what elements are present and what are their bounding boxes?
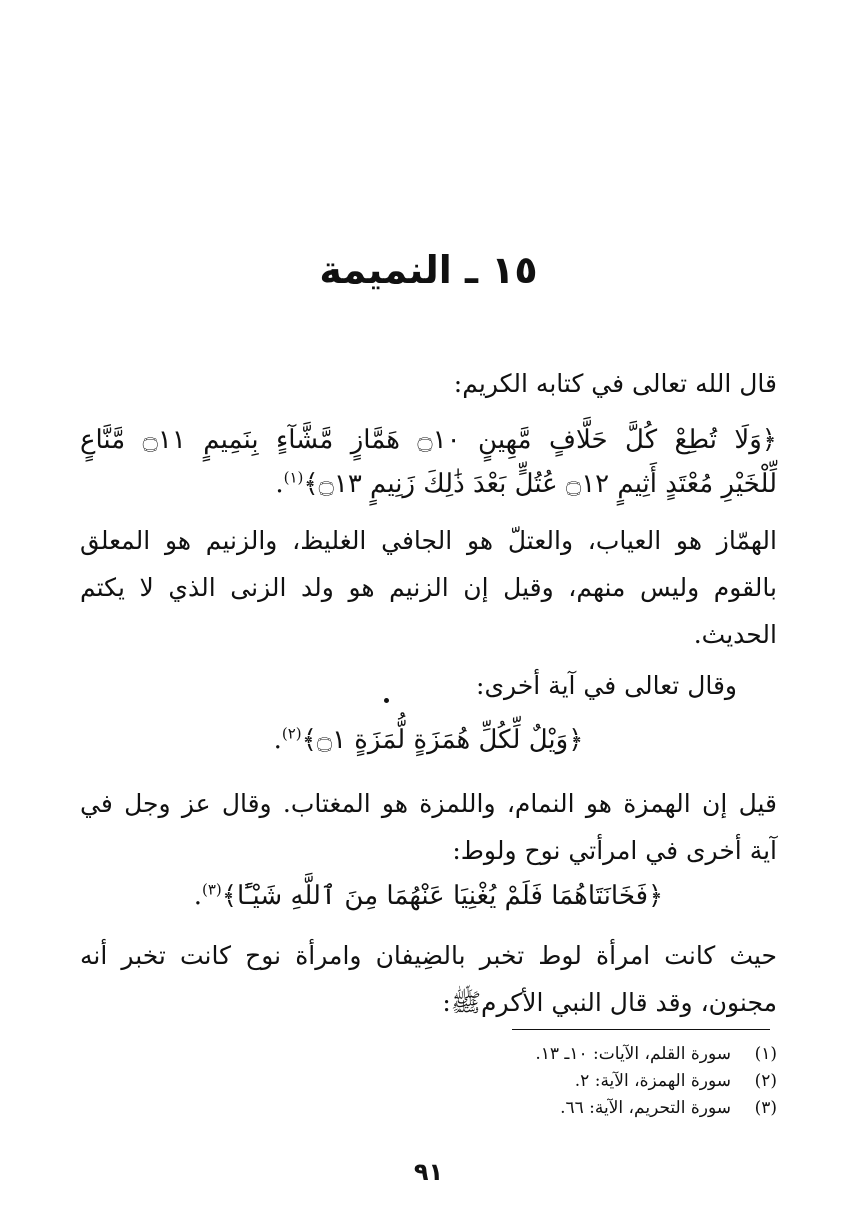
footnote-ref-2: (٢) — [281, 724, 302, 743]
footnote-ref-1: (١) — [283, 468, 304, 487]
footnote-text: سورة التحريم، الآية: ٦٦. — [560, 1098, 731, 1118]
footnote-item — [380, 1068, 777, 1095]
verse2-line — [80, 718, 777, 762]
footnote-item — [380, 1095, 777, 1122]
footnote-item — [380, 1041, 777, 1068]
quran-verse-2 — [80, 718, 777, 762]
para2-line2: آية أخرى في امرأتي نوح ولوط: — [452, 836, 777, 865]
footnote-text: سورة القلم، الآيات: ١٠ـ ١٣. — [535, 1044, 731, 1064]
paragraph-1 — [80, 517, 777, 658]
verse3-text: ﴿فَخَانَتَاهُمَا فَلَمْ يُغْنِيَا عَنْهُمَا مِنَ ٱللَّهِ شَيْـًٔا﴾ — [221, 881, 664, 911]
verse3-line — [80, 874, 777, 918]
para3-line2: مجنون، وقد قال النبي الأكرمﷺ: — [442, 988, 777, 1017]
page-number: ٩١ — [413, 1158, 444, 1186]
verse2-text: ﴿وَيْلٌ لِّكُلِّ هُمَزَةٍ لُّمَزَةٍ ۝١﴾ — [301, 725, 584, 755]
chapter-title: ١٥ ـ النميمة — [319, 248, 538, 292]
verse1-line2 — [80, 462, 777, 506]
verse1-line2-text: لِّلْخَيْرِ مُعْتَدٍ أَثِيمٍ ۝١٢ عُتُلٍّ بَعْدَ ذَٰلِكَ زَنِيمٍ ۝١٣﴾ — [303, 469, 777, 499]
quran-verse-1 — [80, 418, 777, 506]
paragraph-3 — [80, 932, 777, 1026]
para3-line1: حيث كانت امرأة لوط تخبر بالضِيفان وامرأة نوح كانت تخبر أنه — [80, 941, 777, 970]
intro-line — [80, 360, 777, 407]
footnotes — [380, 1041, 777, 1122]
footnote-number: (١) — [754, 1044, 777, 1064]
stray-dot — [384, 698, 389, 703]
verse1-end: . — [275, 469, 284, 499]
footnote-number: (٣) — [754, 1098, 777, 1118]
intro2-line — [80, 662, 777, 709]
para1-line2: بالقوم وليس منهم، وقيل إن الزنيم هو ولد الزنى الذي لا يكتم — [80, 573, 777, 602]
verse1-line1: ﴿وَلَا تُطِعْ كُلَّ حَلَّافٍ مَّهِينٍ ۝١٠ هَمَّازٍ مَّشَّآءٍ بِنَمِيمٍ ۝١١ مَّنَّاعٍ — [80, 425, 778, 455]
verse3-end: . — [193, 881, 202, 911]
para1-line1: الهمّاز هو العياب، والعتلّ هو الجافي الغليظ، والزنيم هو المعلق — [80, 526, 777, 555]
paragraph-2 — [80, 780, 777, 874]
intro-text: قال الله تعالى في كتابه الكريم: — [453, 369, 777, 398]
footnote-divider — [512, 1029, 770, 1030]
para2-line1: قيل إن الهمزة هو النمام، واللمزة هو المغتاب. وقال عز وجل في — [80, 789, 777, 818]
verse2-end: . — [273, 725, 282, 755]
para1-line3: الحديث. — [693, 620, 777, 649]
intro2-text: وقال تعالى في آية أخرى: — [476, 671, 737, 700]
quran-verse-3 — [80, 874, 777, 918]
footnote-text: سورة الهمزة، الآية: ٢. — [574, 1071, 731, 1091]
footnote-ref-3: (٣) — [202, 880, 222, 899]
footnote-number: (٢) — [754, 1071, 777, 1091]
